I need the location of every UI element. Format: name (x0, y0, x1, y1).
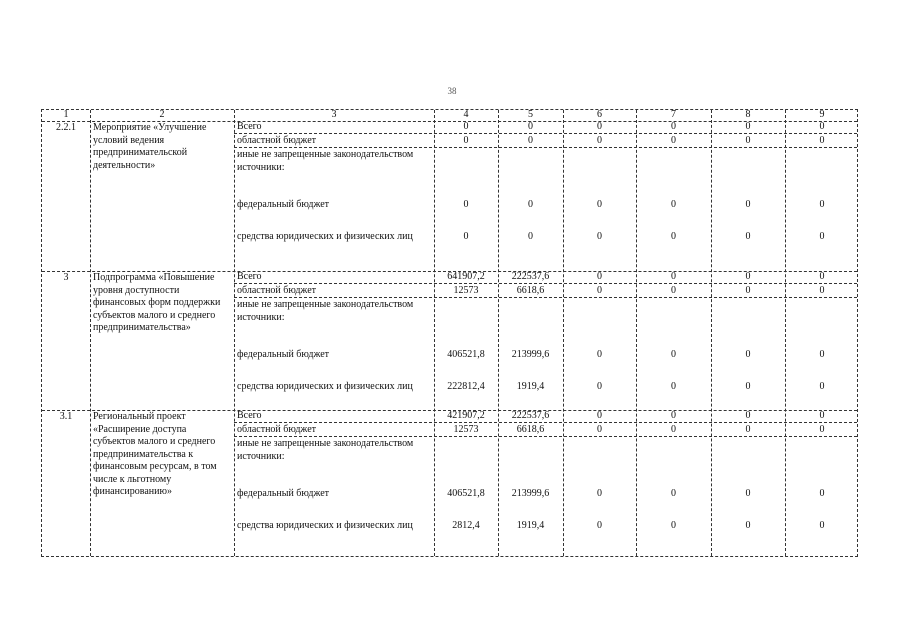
value-cell: 2812,4 (452, 520, 480, 531)
value-cell: 0 (597, 271, 602, 282)
row-label: средства юридических и физических лиц (237, 381, 413, 392)
row-label: федеральный бюджет (237, 199, 330, 210)
value-cell: 0 (528, 135, 533, 146)
value-cell: 0 (745, 285, 751, 296)
value-cell: 0 (597, 231, 602, 242)
value-cell: 0 (745, 381, 751, 392)
header-cell: 1 (63, 109, 69, 120)
value-cell: 421907,2 (447, 410, 485, 421)
value-cell: 0 (671, 424, 676, 435)
value-cell: 0 (597, 199, 602, 210)
section-name: Подпрограмма «Повышение уровня доступности финансовых форм поддержки субъектов малого и среднего предпринимательства» (93, 272, 221, 333)
value-cell: 0 (745, 231, 751, 242)
value-cell: 406521,8 (447, 349, 485, 360)
value-cell: 222812,4 (447, 381, 485, 392)
header-cell: 8 (745, 109, 751, 120)
section-code: 3 (63, 272, 69, 283)
value-cell: 0 (819, 231, 825, 242)
value-cell: 0 (597, 520, 602, 531)
value-cell: 0 (463, 121, 469, 132)
value-cell: 0 (597, 410, 602, 421)
value-cell: 0 (671, 231, 676, 242)
value-cell: 0 (463, 231, 469, 242)
value-cell: 0 (819, 488, 825, 499)
row-label: Всего (237, 271, 262, 282)
value-cell: 0 (463, 199, 469, 210)
value-cell: 0 (671, 199, 676, 210)
row-label: областной бюджет (237, 424, 317, 435)
row-label: иные не запрещенные законодательством источники: (237, 149, 414, 173)
page-number: 38 (447, 86, 457, 96)
value-cell: 0 (745, 410, 751, 421)
value-cell: 406521,8 (447, 488, 485, 499)
value-cell: 0 (597, 349, 602, 360)
value-cell: 12573 (453, 424, 479, 435)
row-label: средства юридических и физических лиц (237, 520, 413, 531)
header-cell: 9 (819, 109, 825, 120)
value-cell: 12573 (453, 285, 479, 296)
section-code: 2.2.1 (56, 122, 76, 133)
row-label: областной бюджет (237, 285, 317, 296)
row-label: Всего (237, 121, 262, 132)
value-cell: 641907,2 (447, 271, 485, 282)
value-cell: 0 (671, 381, 676, 392)
section-name: Региональный проект «Расширение доступа субъектов малого и среднего предпринимательства к финансовым ресурсам, в том числе к льготному финансированию» (93, 411, 217, 497)
value-cell: 1919,4 (516, 381, 545, 392)
value-cell: 0 (671, 520, 676, 531)
value-cell: 0 (819, 135, 825, 146)
budget-table (41, 109, 858, 557)
value-cell: 0 (528, 199, 533, 210)
value-cell: 0 (745, 520, 751, 531)
value-cell: 0 (597, 488, 602, 499)
value-cell: 0 (819, 410, 825, 421)
value-cell: 0 (819, 381, 825, 392)
header-cell: 2 (159, 109, 165, 120)
value-cell: 0 (671, 410, 676, 421)
value-cell: 0 (597, 135, 602, 146)
value-cell: 0 (597, 121, 602, 132)
value-cell: 0 (819, 121, 825, 132)
row-label: федеральный бюджет (237, 488, 330, 499)
header-cell: 5 (528, 109, 533, 120)
value-cell: 0 (528, 231, 533, 242)
value-cell: 1919,4 (516, 520, 545, 531)
value-cell: 0 (745, 488, 751, 499)
value-cell: 0 (819, 199, 825, 210)
section-code: 3.1 (59, 411, 73, 422)
value-cell: 0 (819, 271, 825, 282)
row-label: областной бюджет (237, 135, 317, 146)
value-cell: 0 (671, 135, 676, 146)
value-cell: 0 (745, 199, 751, 210)
value-cell: 222537,6 (511, 271, 550, 282)
header-cell: 4 (463, 109, 469, 120)
section-name: Мероприятие «Улучшение условий ведения предпринимательской деятельности» (93, 122, 207, 171)
value-cell: 0 (819, 424, 825, 435)
column-divider (90, 110, 91, 556)
value-cell: 0 (597, 285, 602, 296)
value-cell: 0 (597, 381, 602, 392)
row-label: федеральный бюджет (237, 349, 330, 360)
value-cell: 0 (819, 520, 825, 531)
value-cell: 0 (819, 349, 825, 360)
value-cell: 6618,6 (516, 285, 545, 296)
value-cell: 0 (463, 135, 469, 146)
value-cell: 0 (745, 349, 751, 360)
row-label: Всего (237, 410, 262, 421)
value-cell: 0 (597, 424, 602, 435)
value-cell: 0 (671, 285, 676, 296)
value-cell: 222537,6 (511, 410, 550, 421)
value-cell: 0 (745, 121, 751, 132)
value-cell: 6618,6 (516, 424, 545, 435)
value-cell: 213999,6 (511, 488, 550, 499)
column-divider (234, 110, 235, 556)
value-cell: 0 (671, 271, 676, 282)
header-cell: 6 (597, 109, 602, 120)
value-cell: 0 (745, 271, 751, 282)
row-label: иные не запрещенные законодательством источники: (237, 438, 414, 462)
value-cell: 0 (528, 121, 533, 132)
value-cell: 0 (671, 121, 676, 132)
row-label: средства юридических и физических лиц (237, 231, 413, 242)
header-cell: 7 (671, 109, 676, 120)
value-cell: 0 (745, 135, 751, 146)
value-cell: 0 (819, 285, 825, 296)
value-cell: 0 (671, 349, 676, 360)
value-cell: 0 (671, 488, 676, 499)
value-cell: 213999,6 (511, 349, 550, 360)
header-cell: 3 (331, 109, 337, 120)
row-label: иные не запрещенные законодательством источники: (237, 299, 414, 323)
value-cell: 0 (745, 424, 751, 435)
